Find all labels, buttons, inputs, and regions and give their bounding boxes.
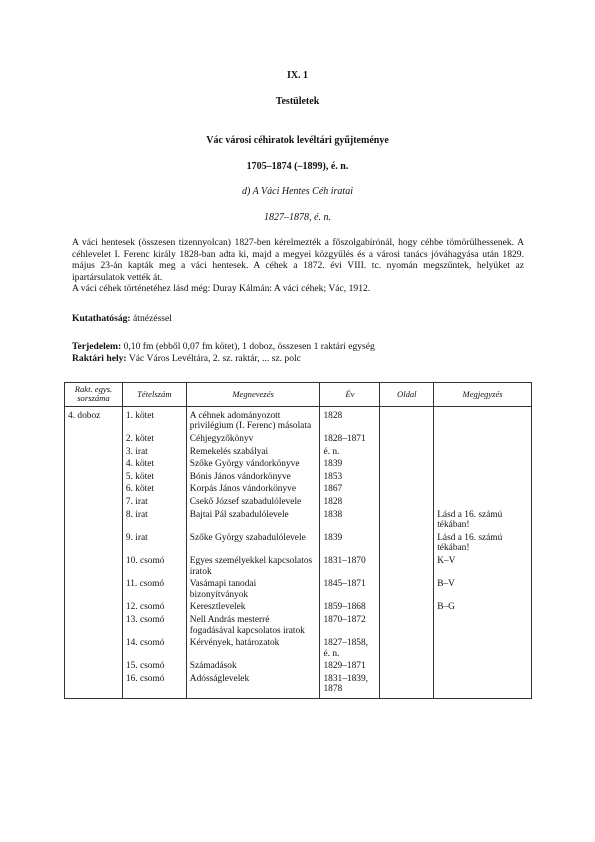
- cell-note: [434, 638, 532, 661]
- cell-title: Vasámapi tanodai bizonyítványok: [186, 579, 320, 602]
- cell-note: Lásd a 16. számú tékában!: [434, 533, 532, 556]
- table-row: [65, 638, 532, 661]
- cell-unit: [65, 638, 123, 661]
- cell-item: 15. csomó: [122, 661, 186, 674]
- cell-unit: [65, 602, 123, 615]
- cell-title: Korpás János vándorkönyve: [186, 484, 320, 497]
- table-row: [65, 406, 532, 434]
- cell-page: [380, 602, 434, 615]
- table-row: [65, 579, 532, 602]
- location-value: Vác Város Levéltára, 2. sz. raktár, ... sz. polc: [126, 353, 301, 364]
- cell-title: Bajtai Pál szabadulólevele: [186, 510, 320, 533]
- cell-note: [434, 434, 532, 447]
- cell-page: [380, 459, 434, 472]
- cell-unit: [65, 434, 123, 447]
- cell-note: [434, 472, 532, 485]
- sub-date: 1827–1878, é. n.: [264, 212, 331, 223]
- cell-title: Kérvények, határozatok: [186, 638, 320, 661]
- access-label: Kutathatóság:: [72, 313, 131, 324]
- table-row: [65, 497, 532, 510]
- cell-title: Remekelés szabályai: [186, 447, 320, 460]
- cell-note: K–V: [434, 556, 532, 579]
- cell-title: Keresztlevelek: [186, 602, 320, 615]
- cell-unit: [65, 674, 123, 699]
- table-row: [65, 661, 532, 674]
- access-line: [72, 313, 532, 325]
- cell-title: Szőke György szabadulólevele: [186, 533, 320, 556]
- intro-paragraph: A váci hentesek (összesen tizennyolcan) 1827-ben kérelmezték a főszolgabírónál, hogy céhbe tömörülhessenek. A céhlevelet I. Ferenc király 1828-ban adta ki, majd a megyei közgyűlés és a városi tanács jóváhagyása után 1829. május 23-án kapták meg a váci hentesek. A céhek a 1872. évi VIII. tc. nyomán megszűntek, helyüket az ipartársulatok vették át.: [72, 237, 524, 283]
- table-header-row: [65, 383, 532, 407]
- extent-line: [72, 341, 532, 353]
- location-line: [72, 353, 532, 365]
- cell-title: Csekő József szabadulólevele: [186, 497, 320, 510]
- header-note: Megjegyzés: [434, 383, 532, 407]
- cell-unit: [65, 661, 123, 674]
- cell-item: 11. csomó: [122, 579, 186, 602]
- cell-item: 2. kötet: [122, 434, 186, 447]
- table-row: [65, 510, 532, 533]
- cell-page: [380, 579, 434, 602]
- cell-item: 1. kötet: [122, 406, 186, 434]
- cell-page: [380, 556, 434, 579]
- cell-page: [380, 674, 434, 699]
- cell-page: [380, 406, 434, 434]
- cell-year: 1839: [320, 533, 380, 556]
- cell-page: [380, 497, 434, 510]
- cell-year: 1828–1871: [320, 434, 380, 447]
- cell-title: Szőke György vándorkönyve: [186, 459, 320, 472]
- location-label: Raktári hely:: [72, 353, 127, 364]
- cell-year: 1831–1839, 1878: [320, 674, 380, 699]
- table-row: [65, 447, 532, 460]
- cell-note: [434, 497, 532, 510]
- cell-item: 4. kötet: [122, 459, 186, 472]
- cell-note: [434, 661, 532, 674]
- cell-title: Nell András mesterré fogadásával kapcsolatos iratok: [186, 615, 320, 638]
- table-row: [65, 434, 532, 447]
- subtitle: d) A Váci Hentes Céh iratai: [241, 186, 353, 197]
- cell-year: 1870–1872: [320, 615, 380, 638]
- cell-item: 13. csomó: [122, 615, 186, 638]
- cell-note: B–G: [434, 602, 532, 615]
- cell-page: [380, 472, 434, 485]
- header-unit: Rakt. egys. sorszáma: [65, 383, 123, 407]
- collection-title: Vác városi céhiratok levéltári gyűjteménye: [206, 135, 389, 146]
- table-row: [65, 459, 532, 472]
- cell-year: 1829–1871: [320, 661, 380, 674]
- cell-page: [380, 533, 434, 556]
- cell-note: [434, 406, 532, 434]
- cell-title: Bónis János vándorkönyve: [186, 472, 320, 485]
- cell-page: [380, 661, 434, 674]
- access-value: átnézéssel: [130, 313, 172, 324]
- cell-item: 5. kötet: [122, 472, 186, 485]
- cell-year: é. n.: [320, 447, 380, 460]
- table-row: [65, 615, 532, 638]
- table-row: [65, 602, 532, 615]
- cell-page: [380, 484, 434, 497]
- cell-note: B–V: [434, 579, 532, 602]
- cell-unit: [65, 484, 123, 497]
- header-year: Év: [320, 383, 380, 407]
- table-row: [65, 484, 532, 497]
- cell-item: 6. kötet: [122, 484, 186, 497]
- cell-item: 9. irat: [122, 533, 186, 556]
- cell-title: Egyes személyekkel kapcsolatos iratok: [186, 556, 320, 579]
- cell-unit: [65, 447, 123, 460]
- cell-year: 1828: [320, 406, 380, 434]
- table-row: [65, 674, 532, 699]
- cell-unit: [65, 615, 123, 638]
- cell-page: [380, 638, 434, 661]
- table-row: [65, 533, 532, 556]
- cell-year: 1831–1870: [320, 556, 380, 579]
- cell-year: 1845–1871: [320, 579, 380, 602]
- table-row: [65, 556, 532, 579]
- cell-title: Számadások: [186, 661, 320, 674]
- header-page: Oldal: [380, 383, 434, 407]
- cell-unit: [65, 459, 123, 472]
- table-row: [65, 472, 532, 485]
- cell-title: Céhjegyzőkönyv: [186, 434, 320, 447]
- cell-unit: [65, 556, 123, 579]
- cell-unit: [65, 533, 123, 556]
- cell-item: 8. irat: [122, 510, 186, 533]
- cell-item: 16. csomó: [122, 674, 186, 699]
- cell-item: 10. csomó: [122, 556, 186, 579]
- reference-line: A váci céhek történetéhez lásd még: Duray Kálmán: A váci céhek; Vác, 1912.: [72, 283, 371, 295]
- cell-page: [380, 615, 434, 638]
- cell-note: [434, 484, 532, 497]
- cell-unit: [65, 472, 123, 485]
- cell-unit: 4. doboz: [65, 406, 123, 434]
- cell-year: 1853: [320, 472, 380, 485]
- cell-year: 1867: [320, 484, 380, 497]
- cell-item: 14. csomó: [122, 638, 186, 661]
- cell-unit: [65, 497, 123, 510]
- cell-unit: [65, 510, 123, 533]
- cell-note: [434, 674, 532, 699]
- series-number: IX. 1: [286, 70, 309, 81]
- extent-label: Terjedelem:: [72, 341, 122, 352]
- inventory-table: [64, 382, 532, 699]
- intro-block: [72, 237, 524, 295]
- cell-unit: [65, 579, 123, 602]
- cell-year: 1828: [320, 497, 380, 510]
- cell-title: A céhnek adományozott privilégium (I. Ferenc) másolata: [186, 406, 320, 434]
- cell-note: Lásd a 16. számú tékában!: [434, 510, 532, 533]
- cell-page: [380, 434, 434, 447]
- extent-value: 0,10 fm (ebből 0,07 fm kötet), 1 doboz, összesen 1 raktári egység: [121, 341, 375, 352]
- cell-item: 7. irat: [122, 497, 186, 510]
- cell-year: 1839: [320, 459, 380, 472]
- cell-note: [434, 447, 532, 460]
- cell-page: [380, 510, 434, 533]
- cell-note: [434, 459, 532, 472]
- date-range: 1705–1874 (–1899), é. n.: [246, 161, 349, 172]
- cell-title: Adósságlevelek: [186, 674, 320, 699]
- cell-item: 3. irat: [122, 447, 186, 460]
- table-body: [65, 406, 532, 698]
- cell-year: 1859–1868: [320, 602, 380, 615]
- header-item: Tételszám: [122, 383, 186, 407]
- header-title: Megnevezés: [186, 383, 320, 407]
- section-title: Testületek: [275, 96, 320, 107]
- cell-year: 1838: [320, 510, 380, 533]
- cell-item: 12. csomó: [122, 602, 186, 615]
- cell-page: [380, 447, 434, 460]
- cell-note: [434, 615, 532, 638]
- cell-year: 1827–1858, é. n.: [320, 638, 380, 661]
